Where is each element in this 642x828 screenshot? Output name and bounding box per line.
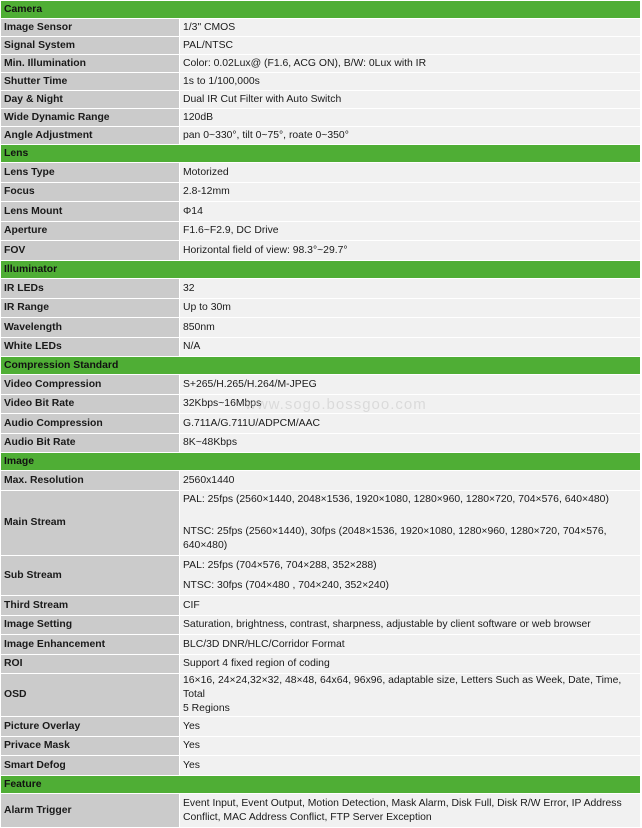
spec-row-wide-dynamic-range (1, 109, 641, 127)
spec-label: Smart Defog (1, 756, 180, 776)
spec-label: FOV (1, 241, 180, 261)
spec-value: PAL/NTSC (180, 37, 641, 55)
spec-row-privace-mask (1, 737, 641, 756)
spec-row-picture-overlay (1, 717, 641, 737)
spec-row-aperture (1, 222, 641, 241)
spec-value: 1s to 1/100,000s (180, 73, 641, 91)
spec-value: Support 4 fixed region of coding (180, 655, 641, 674)
spec-row-max-resolution (1, 471, 641, 491)
spec-value: 32 (180, 279, 641, 299)
spec-value (180, 794, 641, 828)
spec-value: N/A (180, 338, 641, 357)
spec-value: 850nm (180, 318, 641, 338)
spec-label: Video Bit Rate (1, 395, 180, 414)
spec-label: Audio Bit Rate (1, 434, 180, 453)
spec-label: Sub Stream (1, 556, 180, 596)
spec-row-min-illumination (1, 55, 641, 73)
spec-label: ROI (1, 655, 180, 674)
spec-value: 8K~48Kbps (180, 434, 641, 453)
spec-value: Yes (180, 737, 641, 756)
spec-label: Max. Resolution (1, 471, 180, 491)
spec-row-lens-type (1, 163, 641, 183)
spec-value: Horizontal field of view: 98.3°~29.7° (180, 241, 641, 261)
spec-row-smart-defog (1, 756, 641, 776)
spec-label: Min. Illumination (1, 55, 180, 73)
spec-row-ir-leds (1, 279, 641, 299)
spec-value: Yes (180, 717, 641, 737)
alarm-line-1: Event Input, Event Output, Motion Detection, Mask Alarm, Disk Full, Disk R/W Error, IP Address (183, 797, 622, 809)
section-title: Illuminator (1, 261, 641, 279)
spec-row-ir-range (1, 299, 641, 318)
main-stream-ntsc: NTSC: 25fps (2560×1440), 30fps (2048×1536, 1920×1080, 1280×960, 1280×720, 704×576, 640×480) (183, 526, 607, 551)
section-title: Lens (1, 145, 641, 163)
spec-label: White LEDs (1, 338, 180, 357)
spec-row-video-bit-rate (1, 395, 641, 414)
spec-row-main-stream (1, 491, 641, 556)
spec-row-white-leds (1, 338, 641, 357)
spec-label: Lens Mount (1, 202, 180, 222)
spec-value: Φ14 (180, 202, 641, 222)
section-header-compression (1, 357, 641, 375)
spec-label: Focus (1, 183, 180, 202)
spec-label: Picture Overlay (1, 717, 180, 737)
spec-label: Aperture (1, 222, 180, 241)
spec-value (180, 491, 641, 556)
spec-value: G.711A/G.711U/ADPCM/AAC (180, 414, 641, 434)
spec-label: Signal System (1, 37, 180, 55)
spec-value: BLC/3D DNR/HLC/Corridor Format (180, 635, 641, 655)
spec-row-third-stream (1, 596, 641, 616)
spec-label: IR Range (1, 299, 180, 318)
spec-value: Dual IR Cut Filter with Auto Switch (180, 91, 641, 109)
spec-label: Shutter Time (1, 73, 180, 91)
spec-row-shutter-time (1, 73, 641, 91)
spec-value: S+265/H.265/H.264/M-JPEG (180, 375, 641, 395)
section-title: Feature (1, 776, 641, 794)
spec-label: Third Stream (1, 596, 180, 616)
alarm-line-2: Conflict, MAC Address Conflict, FTP Server Exception (183, 811, 432, 823)
spec-row-wavelength (1, 318, 641, 338)
spec-label: Privace Mask (1, 737, 180, 756)
spec-row-roi (1, 655, 641, 674)
spec-row-angle-adjustment (1, 127, 641, 145)
section-title: Camera (1, 1, 641, 19)
spec-row-image-sensor (1, 19, 641, 37)
watermark: www.sogo.bossgoo.com (245, 396, 427, 413)
spec-row-image-setting (1, 616, 641, 635)
spec-value: F1.6~F2.9, DC Drive (180, 222, 641, 241)
spec-row-audio-bit-rate (1, 434, 641, 453)
spec-row-alarm-trigger (1, 794, 641, 828)
osd-line-1: 16×16, 24×24,32×32, 48×48, 64x64, 96x96, adaptable size, Letters Such as Week, Date, Time, Total (183, 675, 622, 700)
spec-row-image-enhancement (1, 635, 641, 655)
spec-row-signal-system (1, 37, 641, 55)
spec-row-audio-compression (1, 414, 641, 434)
section-title: Compression Standard (1, 357, 641, 375)
spec-value (180, 674, 641, 717)
section-header-camera (1, 1, 641, 19)
spec-value: 2560x1440 (180, 471, 641, 491)
spec-label: Day & Night (1, 91, 180, 109)
spec-value: 32Kbps~16Mbps (180, 395, 641, 414)
spec-row-video-compression (1, 375, 641, 395)
spec-label: Wavelength (1, 318, 180, 338)
spec-value: Color: 0.02Lux@ (F1.6, ACG ON), B/W: 0Lux with IR (180, 55, 641, 73)
section-header-lens (1, 145, 641, 163)
sub-stream-ntsc: NTSC: 30fps (704×480 , 704×240, 352×240) (183, 579, 389, 591)
main-stream-pal: PAL: 25fps (2560×1440, 2048×1536, 1920×1080, 1280×960, 1280×720, 704×576, 640×480) (183, 494, 609, 505)
spec-value: 2.8-12mm (180, 183, 641, 202)
spec-label: Image Sensor (1, 19, 180, 37)
section-header-image (1, 453, 641, 471)
spec-label: Alarm Trigger (1, 794, 180, 828)
spec-value: Yes (180, 756, 641, 776)
spec-label: OSD (1, 674, 180, 717)
spec-value (180, 556, 641, 596)
section-header-illuminator (1, 261, 641, 279)
spec-label: Main Stream (1, 491, 180, 556)
spec-value: Up to 30m (180, 299, 641, 318)
spec-value: pan 0~330°, tilt 0~75°, roate 0~350° (180, 127, 641, 145)
spec-label: Image Enhancement (1, 635, 180, 655)
spec-row-lens-mount (1, 202, 641, 222)
sub-stream-pal: PAL: 25fps (704×576, 704×288, 352×288) (183, 559, 377, 571)
spec-value: 1/3" CMOS (180, 19, 641, 37)
spec-label: Video Compression (1, 375, 180, 395)
spec-label: Wide Dynamic Range (1, 109, 180, 127)
spec-label: IR LEDs (1, 279, 180, 299)
spec-label: Audio Compression (1, 414, 180, 434)
spec-value: 120dB (180, 109, 641, 127)
spec-row-fov (1, 241, 641, 261)
section-title: Image (1, 453, 641, 471)
spec-value: Motorized (180, 163, 641, 183)
spec-label: Lens Type (1, 163, 180, 183)
spec-label: Angle Adjustment (1, 127, 180, 145)
section-header-feature (1, 776, 641, 794)
osd-line-2: 5 Regions (183, 703, 230, 714)
spec-row-osd (1, 674, 641, 717)
spec-row-focus (1, 183, 641, 202)
spec-label: Image Setting (1, 616, 180, 635)
spec-value: Saturation, brightness, contrast, sharpness, adjustable by client software or web browser (180, 616, 641, 635)
spec-value: CIF (180, 596, 641, 616)
spec-row-sub-stream (1, 556, 641, 596)
spec-row-day-night (1, 91, 641, 109)
